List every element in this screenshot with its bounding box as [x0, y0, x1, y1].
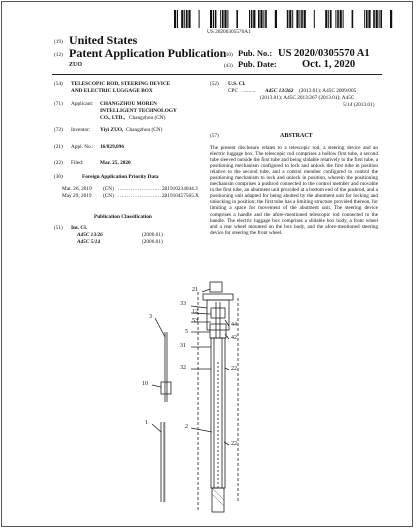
barcode-bar — [181, 10, 183, 28]
ref-label-1: 1 — [145, 420, 148, 426]
field-tag-51: (51) — [54, 225, 63, 231]
priority-cc-1: (CN) — [103, 186, 114, 192]
priority-cc-2: (CN) — [103, 193, 114, 199]
ref-label-31: 31 — [180, 343, 186, 349]
barcode-bar — [287, 10, 289, 28]
patent-drawing — [2, 2, 414, 528]
barcode-bar — [299, 10, 300, 28]
inventor-name: Yiyi ZUO, — [100, 127, 124, 133]
ref-label-3: 3 — [149, 314, 152, 320]
barcode-bar — [265, 10, 267, 28]
priority-number-1: 201910234044.3 — [162, 186, 198, 192]
barcode-bar — [296, 10, 298, 28]
filed-label: Filed: — [71, 160, 84, 166]
barcode-bar — [364, 10, 365, 28]
inventor-short: ZUO — [69, 62, 83, 68]
tube-bottom — [212, 488, 224, 512]
field-tag-21: (21) — [54, 144, 63, 150]
field-tag-30: (30) — [54, 174, 63, 180]
cpc-line-2: (2013.01); A45C 2013/267 (2013.01); A45C — [260, 95, 355, 101]
ref-label-10: 10 — [142, 381, 148, 387]
barcode-bar — [343, 10, 344, 28]
int-cl-code-2: A45C 5/14 — [77, 239, 101, 245]
barcode-bar — [177, 10, 178, 28]
pub-date: Oct. 1, 2020 — [302, 59, 356, 70]
pub-no: US 2020/0305570 A1 — [278, 48, 370, 59]
inventor-label: Inventor: — [71, 127, 91, 133]
barcode-bar — [199, 10, 200, 28]
barcode-bar — [236, 10, 238, 28]
ref-label-42: 42 — [231, 335, 237, 341]
priority-date-2: May 29, 2019 — [62, 193, 92, 199]
field-tag-43: (43) — [224, 63, 233, 69]
int-cl-code-1: A45C 13/26 — [77, 232, 103, 238]
barcode-bar — [292, 10, 293, 28]
barcode-bar — [227, 10, 228, 28]
field-tag-22: (22) — [54, 160, 63, 166]
barcode-bar — [366, 10, 368, 28]
patent-page — [1, 1, 413, 527]
priority-number-2: 201910457565.X — [162, 193, 199, 199]
barcode-bar — [304, 10, 306, 28]
barcode-bar — [224, 10, 226, 28]
barcode-bar — [174, 10, 176, 28]
publication-type: Patent Application Publication — [69, 46, 227, 60]
field-tag-10: (10) — [224, 52, 233, 58]
ref-label-12: 12 — [192, 309, 198, 315]
ref-label-5: 5 — [185, 329, 188, 335]
barcode-bar — [220, 10, 221, 28]
barcode-bar — [186, 10, 188, 28]
field-tag-52: (52) — [210, 81, 219, 87]
lower-handle — [210, 324, 226, 338]
ref-label-22-upper: 22 — [231, 366, 237, 372]
pub-date-label: Pub. Date: — [238, 59, 277, 69]
cpc-label: CPC — [228, 88, 239, 94]
appl-no: 16/829,096 — [100, 144, 124, 150]
priority-date-1: Mar. 26, 2019 — [62, 186, 92, 192]
field-tag-57: (57) — [210, 133, 219, 139]
field-tag-72: (72) — [54, 127, 63, 133]
barcode-bar — [213, 10, 214, 28]
barcode-bar — [184, 10, 185, 28]
country-title: United States — [69, 33, 138, 47]
barcode-bar — [380, 10, 382, 28]
barcode-number: US 20200305570A1 — [207, 29, 251, 35]
inventor-location: Changzhou (CN) — [126, 127, 163, 133]
barcode-bar — [210, 10, 212, 28]
applicant-line-3: CO., LTD., — [100, 115, 125, 121]
barcode-bar — [376, 10, 378, 28]
applicant-line-1: CHANGZHOU MOREN — [100, 101, 157, 107]
header-divider — [52, 74, 382, 75]
field-tag-54: (54) — [54, 81, 63, 87]
ref-label-22-lower: 22 — [231, 441, 237, 447]
abstract-heading: ABSTRACT — [280, 133, 313, 139]
cpc-line-3: 5/14 (2013.01) — [343, 102, 375, 108]
barcode-bar — [301, 10, 303, 28]
ref-label-21: 21 — [192, 287, 198, 293]
barcode-bar — [263, 10, 264, 28]
priority-dots-2: ........................... — [118, 193, 168, 199]
handle-body — [207, 300, 229, 330]
ref-label-2: 2 — [185, 424, 188, 430]
barcode-bar — [260, 10, 262, 28]
title-line-2: AND ELECTRIC LUGGAGE BOX — [71, 88, 153, 94]
barcode-bar — [215, 10, 217, 28]
priority-dots-1: ........................... — [118, 186, 168, 192]
barcode-bar — [258, 10, 260, 28]
barcode-bar — [352, 10, 354, 28]
ref-label-44: 44 — [231, 322, 237, 328]
barcode-bar — [253, 10, 255, 28]
barcode — [174, 10, 394, 28]
ref-label-53: 53 — [192, 318, 198, 324]
barcode-bar — [275, 10, 277, 28]
handle-lock — [211, 308, 225, 318]
cpc-line-1: (2013.01); A45C 2009/005 — [299, 88, 357, 94]
handle-top — [203, 294, 233, 300]
barcode-bar — [325, 10, 327, 28]
int-cl-version-1: (2006.01) — [142, 232, 163, 238]
classification-heading: Publication Classification — [94, 214, 152, 220]
barcode-icon — [174, 10, 394, 28]
title-line-1: TELESCOPIC ROD, STEERING DEVICE — [71, 81, 171, 87]
barcode-bar — [222, 10, 224, 28]
us-cl-label: U.S. Cl. — [228, 81, 246, 87]
barcode-bar — [379, 10, 380, 28]
int-cl-version-2: (2006.01) — [142, 239, 163, 245]
abstract-text: The present disclosure relates to a telescopic rod, a steering device and an electric luggage box. The telescopic rod comprises a hollow first tube, a second tube sleeved outside the first tube and being slidable relatively to the first tube, a positioning mechanism configured to lock and unlock the first tube in position relative to the second tube, and a control member configured to control the positioning mechanism to lock and unlock in position, wherein the positioning mechanism comprises a pushrod connected to the control member and movable in the first tube, an abutment unit provided at a bottom end of the pushrod, and a positioning unit adapted for being abutted by the abutment unit for locking and unlocking in position; the first tube has a limiting structure provided thereon, for limiting a space for movement of the abutment unit. The steering device comprises a handle and the afore-mentioned telescopic rod connected to the handle. The electric luggage box comprises a slidable box body, a front wheel and a rear wheel mounted on the box body, and the afore-mentioned steering device for steering the front wheel. — [210, 145, 378, 236]
filed-date: Mar. 25, 2020 — [100, 160, 131, 166]
barcode-bar — [330, 10, 332, 28]
int-cl-label: Int. Cl. — [71, 225, 88, 231]
applicant-line-2: INTELLIGENT TECHNOLOGY — [100, 108, 177, 114]
barcode-bar — [314, 10, 315, 28]
cpc-dots: .......... — [242, 88, 256, 94]
barcode-bar — [328, 10, 329, 28]
cpc-code-main: A45C 13/262 — [265, 88, 294, 94]
appl-no-label: Appl. No.: — [71, 144, 94, 150]
ref-label-33: 33 — [180, 301, 186, 307]
barcode-bar — [373, 10, 375, 28]
barcode-bar — [251, 10, 253, 28]
applicant-location: Changzhou (CN) — [129, 115, 166, 121]
barcode-bar — [337, 10, 339, 28]
field-tag-19: (19) — [54, 39, 63, 45]
top-cap — [210, 282, 222, 292]
barcode-bar — [289, 10, 291, 28]
priority-heading: Foreign Application Priority Data — [82, 174, 159, 180]
barcode-bar — [335, 10, 336, 28]
ref-label-32: 32 — [180, 365, 186, 371]
barcode-bar — [340, 10, 342, 28]
barcode-bar — [249, 10, 250, 28]
barcode-bar — [390, 10, 392, 28]
first-tube — [214, 338, 222, 488]
pub-no-label: Pub. No.: — [238, 48, 273, 58]
field-tag-12: (12) — [54, 52, 63, 58]
barcode-bar — [368, 10, 370, 28]
barcode-bar — [188, 10, 190, 28]
field-tag-71: (71) — [54, 101, 63, 107]
applicant-label: Applicant: — [71, 101, 94, 107]
second-tube — [211, 338, 225, 488]
